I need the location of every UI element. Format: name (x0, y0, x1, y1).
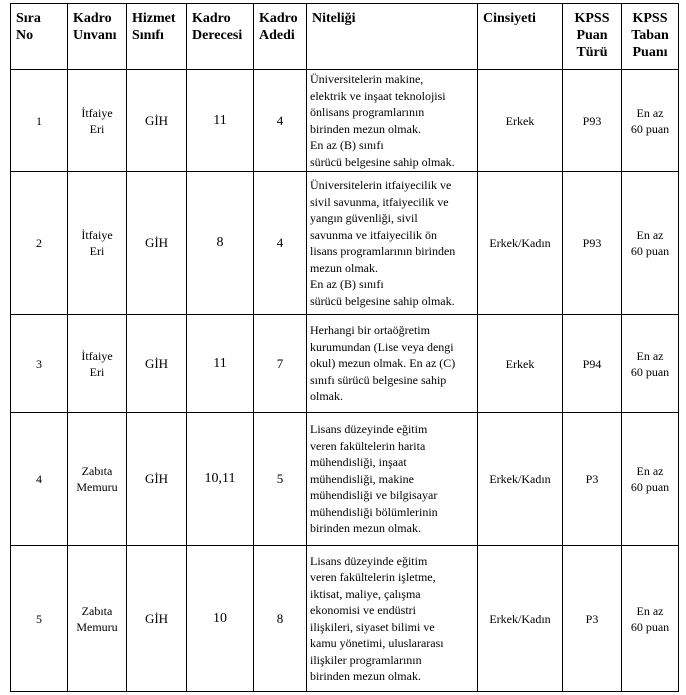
table-row (11, 413, 679, 546)
header-hizmet-sinifi: Hizmet Sınıfı (127, 4, 187, 70)
header-cinsiyeti: Cinsiyeti (478, 4, 563, 70)
cell-cinsiyeti: Erkek/Kadın (478, 172, 563, 315)
cell-kadro-derecesi: 8 (187, 172, 254, 315)
kadro-table (10, 3, 679, 692)
cell-cinsiyeti: Erkek (478, 70, 563, 172)
cell-niteligi: Herhangi bir ortaöğretim kurumundan (Lise veya dengi okul) mezun olmak. En az (C) sınıfı sürücü belgesine sahip olmak. (307, 315, 478, 413)
cell-kadro-adedi: 7 (254, 315, 307, 413)
cell-kadro-unvani: Zabıta Memuru (68, 413, 127, 546)
header-sira-no: Sıra No (11, 4, 68, 70)
cell-hizmet-sinifi: GİH (127, 315, 187, 413)
header-kadro-adedi: Kadro Adedi (254, 4, 307, 70)
cell-kpss-puan-turu: P3 (563, 413, 622, 546)
cell-niteligi: Üniversitelerin makine, elektrik ve inşaat teknolojisi önlisans programlarının birinden mezun olmak. En az (B) sınıfı sürücü belgesine sahip olmak. (307, 70, 478, 172)
cell-niteligi: Lisans düzeyinde eğitim veren fakültelerin harita mühendisliği, inşaat mühendisliği, makine mühendisliği ve bilgisayar mühendisliği bölümlerinin birinden mezun olmak. (307, 413, 478, 546)
cell-cinsiyeti: Erkek/Kadın (478, 546, 563, 692)
cell-sira-no: 2 (11, 172, 68, 315)
cell-kpss-taban-puani: En az 60 puan (622, 315, 679, 413)
header-row (11, 4, 679, 70)
cell-kadro-adedi: 4 (254, 172, 307, 315)
cell-kpss-puan-turu: P3 (563, 546, 622, 692)
cell-sira-no: 3 (11, 315, 68, 413)
cell-kpss-taban-puani: En az 60 puan (622, 546, 679, 692)
header-kpss-puan-turu: KPSS Puan Türü (563, 4, 622, 70)
cell-kadro-adedi: 4 (254, 70, 307, 172)
header-kpss-taban-puani: KPSS Taban Puanı (622, 4, 679, 70)
cell-niteligi: Üniversitelerin itfaiyecilik ve sivil savunma, itfaiyecilik ve yangın güvenliği, sivil savunma ve itfaiyecilik ön lisans programlarının birinden mezun olmak. En az (B) sınıfı sürücü belgesine sahip olmak. (307, 172, 478, 315)
cell-kadro-derecesi: 10,11 (187, 413, 254, 546)
cell-kpss-puan-turu: P93 (563, 70, 622, 172)
cell-kpss-taban-puani: En az 60 puan (622, 413, 679, 546)
header-kadro-derecesi: Kadro Derecesi (187, 4, 254, 70)
cell-kadro-derecesi: 11 (187, 315, 254, 413)
cell-sira-no: 4 (11, 413, 68, 546)
cell-cinsiyeti: Erkek (478, 315, 563, 413)
cell-kadro-derecesi: 10 (187, 546, 254, 692)
cell-kpss-puan-turu: P93 (563, 172, 622, 315)
cell-sira-no: 1 (11, 70, 68, 172)
cell-kadro-unvani: İtfaiye Eri (68, 315, 127, 413)
cell-kadro-unvani: Zabıta Memuru (68, 546, 127, 692)
cell-cinsiyeti: Erkek/Kadın (478, 413, 563, 546)
table-row (11, 315, 679, 413)
cell-niteligi: Lisans düzeyinde eğitim veren fakültelerin işletme, iktisat, maliye, çalışma ekonomisi ve endüstri ilişkileri, siyaset bilimi ve kamu yönetimi, uluslararası ilişkiler programlarının birinden mezun olmak. (307, 546, 478, 692)
cell-kadro-derecesi: 11 (187, 70, 254, 172)
header-niteligi: Niteliği (307, 4, 478, 70)
cell-kpss-puan-turu: P94 (563, 315, 622, 413)
cell-hizmet-sinifi: GİH (127, 172, 187, 315)
cell-sira-no: 5 (11, 546, 68, 692)
table-row (11, 546, 679, 692)
table-row (11, 70, 679, 172)
header-kadro-unvani: Kadro Unvanı (68, 4, 127, 70)
table-row (11, 172, 679, 315)
cell-kadro-adedi: 5 (254, 413, 307, 546)
cell-hizmet-sinifi: GİH (127, 70, 187, 172)
cell-kpss-taban-puani: En az 60 puan (622, 172, 679, 315)
cell-kadro-adedi: 8 (254, 546, 307, 692)
cell-kpss-taban-puani: En az 60 puan (622, 70, 679, 172)
cell-hizmet-sinifi: GİH (127, 546, 187, 692)
cell-hizmet-sinifi: GİH (127, 413, 187, 546)
cell-kadro-unvani: İtfaiye Eri (68, 70, 127, 172)
cell-kadro-unvani: İtfaiye Eri (68, 172, 127, 315)
